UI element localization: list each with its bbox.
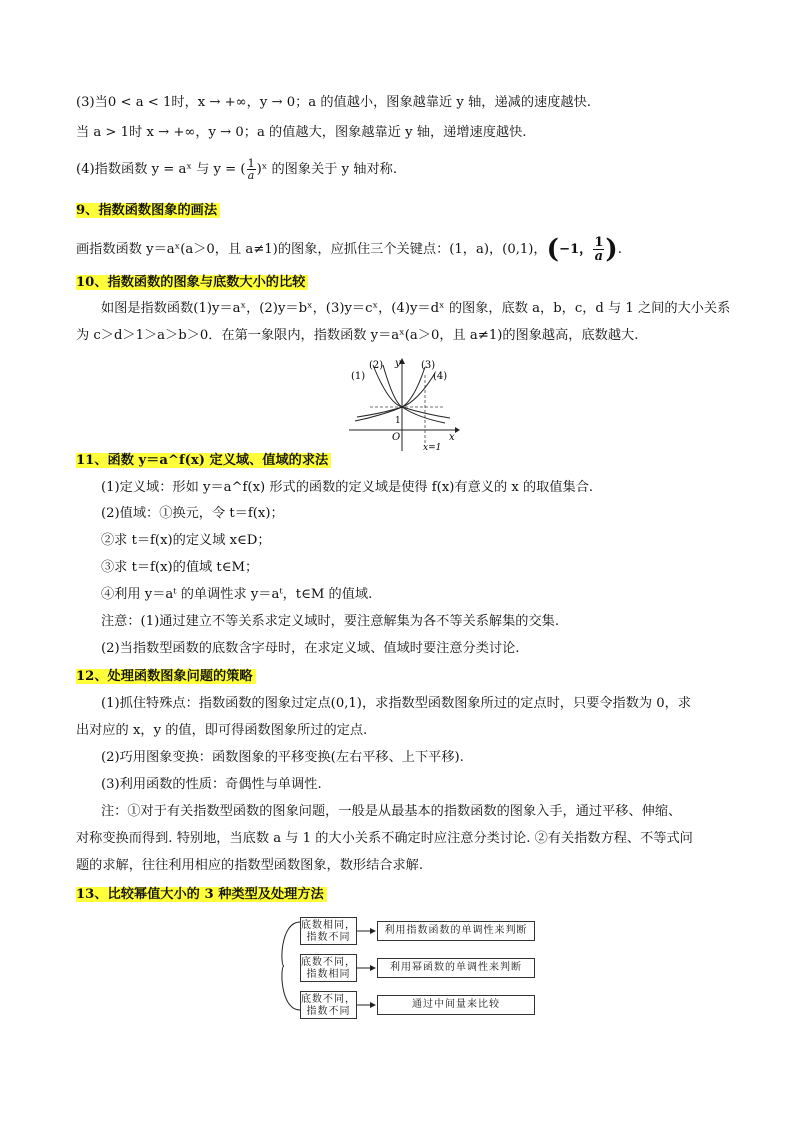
section-11-line-4: ③求 t＝f(x)的值域 t∈M； bbox=[101, 560, 259, 575]
section-12-line-6: 对称变换而得到. 特别地，当底数 a 与 1 的大小关系不确定时应注意分类讨论. ②有关指数方程、不等式问 bbox=[76, 831, 693, 846]
curve-label-4: (4) bbox=[433, 371, 448, 382]
section-12-line-1: (1)抓住特殊点：指数函数的图象过定点(0,1)，求指数型函数图象所过的定点时，只要令指数为 0，求 bbox=[101, 696, 692, 711]
section-10-line-2: 为 c＞d＞1＞a＞b＞0．在第一象限内，指数函数 y＝aˣ(a＞0，且 a≠1)的图象越高，底数越大. bbox=[76, 328, 639, 343]
fraction-numerator: 1 bbox=[247, 157, 255, 170]
origin-label: O bbox=[392, 432, 401, 443]
flow-case-3-line-2: 指数不同 bbox=[306, 1006, 351, 1017]
flow-case-2 bbox=[300, 954, 357, 982]
exponential-graph bbox=[345, 355, 460, 455]
curve-label-1: (1) bbox=[351, 371, 366, 382]
heading-12 bbox=[76, 666, 256, 688]
section-12-line-2: 出对应的 x，y 的值，即可得函数图象所过的定点. bbox=[76, 723, 368, 738]
flow-case-2-line-1: 底数不同， bbox=[301, 957, 356, 968]
heading-10 bbox=[76, 272, 308, 294]
property-3-line-1: (3)当0 < a < 1时，x → +∞，y → 0；a 的值越小，图象越靠近 y 轴，递减的速度越快. bbox=[76, 95, 591, 110]
flow-case-1 bbox=[300, 917, 357, 945]
heading-11 bbox=[76, 450, 331, 472]
heading-12-text: 12、处理函数图象问题的策略 bbox=[76, 669, 256, 684]
property-4-post: )ˣ 的图象关于 y 轴对称. bbox=[256, 162, 398, 177]
flow-case-2-line-2: 指数相同 bbox=[306, 969, 351, 980]
property-4 bbox=[76, 158, 397, 181]
arrow-3-head bbox=[370, 1002, 376, 1008]
fraction-denominator: a bbox=[594, 249, 604, 264]
y-axis-label: y bbox=[395, 358, 401, 369]
section-12-line-3: (2)巧用图象变换：函数图象的平移变换(左右平移、上下平移). bbox=[101, 750, 464, 765]
period: . bbox=[617, 242, 622, 257]
heading-13-text: 13、比较幂值大小的 3 种类型及处理方法 bbox=[76, 887, 327, 902]
x-axis-label: x bbox=[449, 432, 455, 443]
flow-method-3: 通过中间量来比较 bbox=[377, 995, 535, 1015]
section-9-pre: 画指数函数 y＝aˣ(a＞0，且 a≠1)的图象，应抓住三个关键点：(1，a)，(0,1)， bbox=[76, 242, 547, 257]
curve-3 bbox=[355, 367, 425, 421]
left-paren: ( bbox=[546, 234, 559, 265]
curve-label-2: (2) bbox=[369, 360, 384, 371]
section-11-line-2: (2)值域：①换元，令 t＝f(x)； bbox=[101, 506, 284, 521]
arrow-1-head bbox=[370, 928, 376, 934]
flow-method-2: 利用幂函数的单调性来判断 bbox=[377, 958, 535, 978]
section-11-line-5: ④利用 y＝aᵗ 的单调性求 y＝aᵗ，t∈M 的值域. bbox=[101, 587, 373, 602]
curve-4 bbox=[357, 373, 435, 417]
section-9-text bbox=[76, 236, 622, 263]
x-axis-arrow bbox=[455, 427, 460, 433]
section-9-fraction bbox=[593, 236, 604, 263]
section-10-line-1: 如图是指数函数(1)y＝aˣ，(2)y＝bˣ，(3)y＝cˣ，(4)y＝dˣ 的图象，底数 a，b，c，d 与 1 之间的大小关系 bbox=[101, 301, 731, 316]
one-label: 1 bbox=[395, 416, 401, 426]
property-4-pre: (4)指数函数 y = aˣ 与 y = ( bbox=[76, 162, 246, 177]
x-equals-1-label: x=1 bbox=[423, 443, 442, 453]
arrow-2-head bbox=[370, 965, 376, 971]
flow-case-1-line-2: 指数不同 bbox=[306, 932, 351, 943]
flow-method-1: 利用指数函数的单调性来判断 bbox=[377, 921, 535, 941]
heading-11-text: 11、函数 y＝a^f(x) 定义域、值域的求法 bbox=[76, 453, 331, 468]
section-9-point: −1， bbox=[558, 242, 593, 257]
section-11-line-3: ②求 t＝f(x)的定义域 x∈D； bbox=[101, 533, 271, 548]
flow-case-1-line-1: 底数相同， bbox=[301, 920, 356, 931]
heading-9-text: 9、指数函数图象的画法 bbox=[76, 203, 220, 218]
flow-case-3-line-1: 底数不同， bbox=[301, 994, 356, 1005]
fraction-numerator: 1 bbox=[594, 235, 604, 250]
fraction-denominator: a bbox=[247, 169, 255, 182]
section-12-line-4: (3)利用函数的性质：奇偶性与单调性. bbox=[101, 777, 322, 792]
section-12-line-5: 注：①对于有关指数型函数的图象问题，一般是从最基本的指数函数的图象入手，通过平移、伸缩、 bbox=[101, 804, 682, 819]
section-12-line-7: 题的求解，往往利用相应的指数型函数图象，数形结合求解. bbox=[76, 858, 424, 873]
heading-10-text: 10、指数函数的图象与底数大小的比较 bbox=[76, 275, 308, 290]
right-paren: ) bbox=[605, 234, 618, 265]
section-11-line-7: (2)当指数型函数的底数含字母时，在求定义域、值域时要注意分类讨论. bbox=[101, 641, 520, 656]
section-11-line-6: 注意：(1)通过建立不等关系求定义域时，要注意解集为各不等关系解集的交集. bbox=[101, 614, 560, 629]
property-3-line-2: 当 a > 1时 x → +∞，y → 0；a 的值越大，图象越靠近 y 轴，递增速度越快. bbox=[76, 125, 527, 140]
heading-13 bbox=[76, 884, 327, 906]
property-4-fraction bbox=[247, 158, 256, 181]
heading-9 bbox=[76, 200, 220, 222]
flow-case-3 bbox=[300, 991, 357, 1019]
left-brace bbox=[282, 922, 300, 1010]
section-11-line-1: (1)定义域：形如 y＝a^f(x) 形式的函数的定义域是使得 f(x)有意义的 x 的取值集合. bbox=[101, 480, 594, 495]
curve-label-3: (3) bbox=[421, 360, 436, 371]
